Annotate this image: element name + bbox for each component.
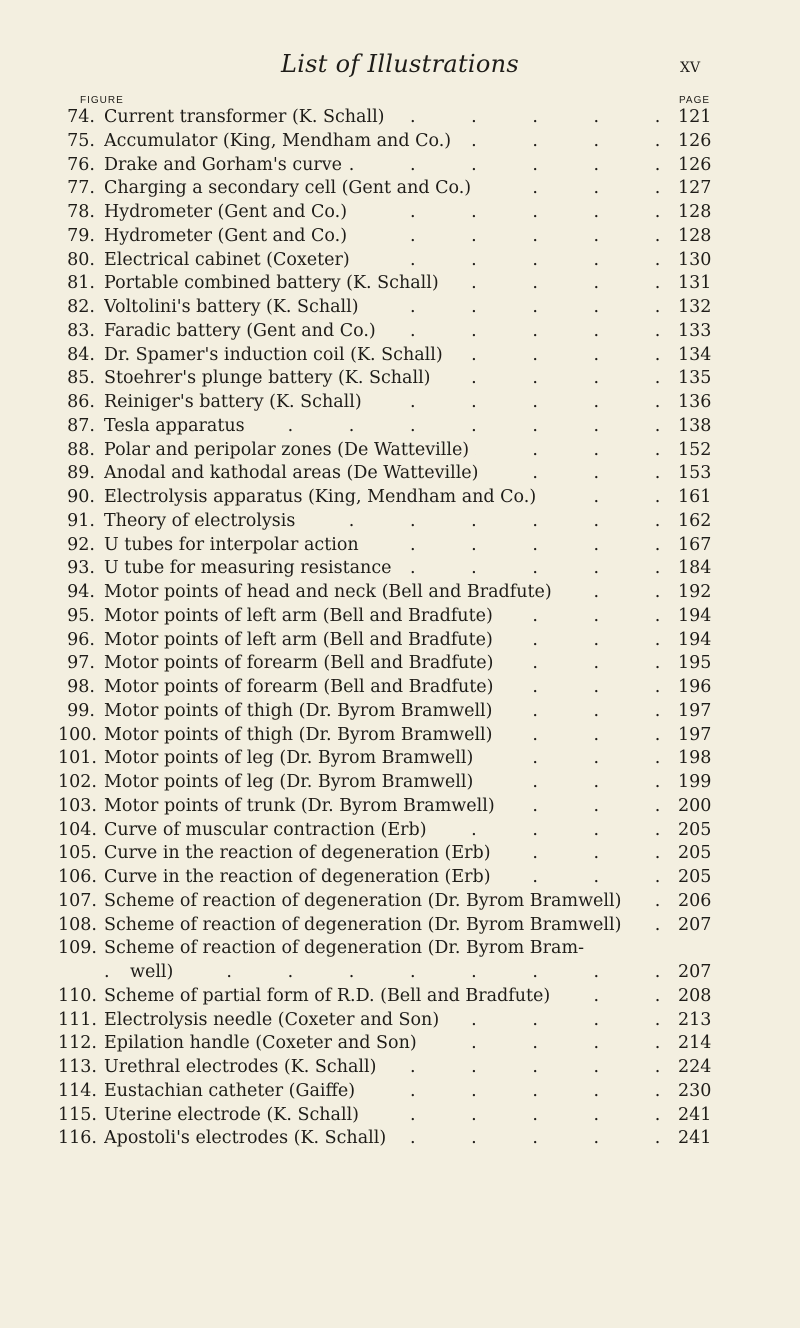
figure-caption-text: Scheme of reaction of degeneration (Dr. Byrom Bramwell) xyxy=(104,915,627,935)
list-item xyxy=(0,724,800,748)
figure-caption xyxy=(104,605,676,629)
page-reference: 126 xyxy=(678,130,712,151)
figure-caption-text: Curve of muscular contraction (Erb) xyxy=(104,820,433,840)
list-item xyxy=(0,154,800,178)
page-reference: 207 xyxy=(678,914,712,935)
figure-caption-text: Motor points of trunk (Dr. Byrom Bramwell) xyxy=(104,796,501,816)
figure-caption-text: Hydrometer (Gent and Co.) xyxy=(104,202,353,222)
page-reference: 199 xyxy=(678,772,712,792)
list-item xyxy=(0,1127,800,1151)
list-item xyxy=(0,1009,800,1033)
figure-caption-text: Apostoli's electrodes (K. Schall) xyxy=(104,1128,392,1148)
list-item xyxy=(0,866,800,890)
page-reference: 194 xyxy=(678,629,712,650)
figure-caption-text: Theory of electrolysis xyxy=(104,511,301,531)
figure-column-heading: FIGURE xyxy=(80,95,124,106)
figure-number: 98. xyxy=(67,677,95,697)
figure-caption-text: Electrolysis apparatus (King, Mendham and Co.) xyxy=(104,487,542,507)
figure-caption xyxy=(104,344,676,368)
figure-number: 91. xyxy=(67,510,95,531)
list-item xyxy=(0,819,800,843)
figure-number: 85. xyxy=(67,368,95,389)
figure-caption-text: Stoehrer's plunge battery (K. Schall) xyxy=(104,368,437,388)
page-reference: 128 xyxy=(678,225,712,246)
figure-caption xyxy=(104,1009,676,1033)
figure-caption-text: Uterine electrode (K. Schall) xyxy=(104,1105,365,1125)
figure-caption xyxy=(104,795,676,819)
figure-caption-text: Portable combined battery (K. Schall) xyxy=(104,273,445,293)
list-item xyxy=(0,676,800,700)
list-item xyxy=(0,439,800,463)
figure-caption xyxy=(104,747,676,771)
page-reference: 207 xyxy=(678,962,712,982)
figure-number: 113. xyxy=(58,1057,97,1077)
figure-caption-text: Electrolysis needle (Coxeter and Son) xyxy=(104,1010,445,1030)
figure-number: 104. xyxy=(58,819,97,840)
list-item xyxy=(0,106,800,130)
figure-caption-text: U tubes for interpolar action xyxy=(104,535,365,555)
figure-caption-text: U tube for measuring resistance xyxy=(104,558,398,578)
figure-caption xyxy=(104,1127,676,1151)
figure-caption-text: Polar and peripolar zones (De Watteville) xyxy=(104,440,475,460)
list-item xyxy=(0,320,800,344)
figure-caption-continuation-text: well) xyxy=(130,962,179,982)
list-item xyxy=(0,1056,800,1080)
figure-caption-text: Electrical cabinet (Coxeter) xyxy=(104,250,356,270)
figure-caption xyxy=(104,724,676,748)
figure-caption xyxy=(104,534,676,558)
figure-caption xyxy=(104,842,676,866)
page-reference: 241 xyxy=(678,1104,712,1125)
figure-caption xyxy=(104,201,676,225)
figure-number: 107. xyxy=(58,890,97,911)
page-reference: 136 xyxy=(678,392,712,412)
figure-caption xyxy=(104,249,676,273)
figure-caption-text: Motor points of leg (Dr. Byrom Bramwell) xyxy=(104,772,479,792)
figure-caption xyxy=(104,937,676,961)
figure-caption xyxy=(104,177,676,201)
page-reference: 200 xyxy=(678,795,712,816)
list-item xyxy=(0,225,800,249)
figure-caption xyxy=(104,1104,676,1128)
figure-caption xyxy=(104,130,676,154)
figure-caption-text: Reiniger's battery (K. Schall) xyxy=(104,392,368,412)
figure-caption-text: Tesla apparatus xyxy=(104,416,251,436)
page-reference: 184 xyxy=(678,558,712,579)
list-item xyxy=(0,177,800,201)
list-item xyxy=(0,747,800,771)
figure-caption xyxy=(104,676,676,700)
page-reference: 213 xyxy=(678,1009,712,1030)
figure-caption xyxy=(104,510,676,534)
page-reference: 162 xyxy=(678,510,712,531)
figure-caption-text: Eustachian catheter (Gaiffe) xyxy=(104,1081,361,1101)
figure-caption-text: Current transformer (K. Schall) xyxy=(104,107,391,127)
page-reference: 214 xyxy=(678,1033,712,1054)
figure-caption xyxy=(104,1032,676,1056)
figure-caption-text: Hydrometer (Gent and Co.) xyxy=(104,226,353,246)
figure-caption xyxy=(104,154,676,178)
figure-caption-text: Scheme of reaction of degeneration (Dr. Byrom Bram- xyxy=(104,938,590,958)
figure-caption xyxy=(104,486,676,510)
list-item xyxy=(0,1080,800,1104)
page-reference: 135 xyxy=(678,368,712,389)
figure-caption xyxy=(104,914,676,938)
figure-number: 82. xyxy=(67,297,95,317)
list-item xyxy=(0,1104,800,1128)
figure-number: 111. xyxy=(58,1009,97,1030)
page-reference: 205 xyxy=(678,867,712,887)
figure-caption-text: Urethral electrodes (K. Schall) xyxy=(104,1057,382,1077)
figure-caption-text: Motor points of forearm (Bell and Bradfute) xyxy=(104,677,500,697)
figure-number: 74. xyxy=(67,107,95,127)
page-reference: 197 xyxy=(678,700,712,721)
list-item xyxy=(0,890,800,914)
figure-caption-text: Epilation handle (Coxeter and Son) xyxy=(104,1033,423,1053)
figure-caption xyxy=(104,462,676,486)
list-item xyxy=(0,557,800,581)
list-item xyxy=(0,296,800,320)
list-item xyxy=(0,415,800,439)
page-reference: 224 xyxy=(678,1057,712,1077)
list-item xyxy=(0,201,800,225)
figure-number: 81. xyxy=(67,273,95,294)
page-reference: 161 xyxy=(678,487,712,507)
figure-number: 106. xyxy=(58,867,97,887)
figure-number: 101. xyxy=(58,748,97,769)
figure-number: 102. xyxy=(58,772,97,792)
figure-caption xyxy=(104,1056,676,1080)
figure-number: 88. xyxy=(67,439,95,460)
page-reference: 153 xyxy=(678,463,712,484)
list-item xyxy=(0,985,800,1009)
list-item xyxy=(0,581,800,605)
figure-caption-text: Motor points of thigh (Dr. Byrom Bramwell) xyxy=(104,701,499,721)
page-reference: 127 xyxy=(678,178,712,199)
figure-number: 100. xyxy=(58,724,97,745)
figure-number: 87. xyxy=(67,415,95,436)
page-reference: 205 xyxy=(678,843,712,864)
figure-number: 92. xyxy=(67,534,95,555)
figure-caption xyxy=(104,1080,676,1104)
list-item xyxy=(0,795,800,819)
figure-number: 95. xyxy=(67,605,95,626)
figure-number: 79. xyxy=(67,225,95,246)
figure-caption xyxy=(104,652,676,676)
figure-number: 84. xyxy=(67,344,95,365)
list-item xyxy=(0,391,800,415)
page-reference: 134 xyxy=(678,344,712,365)
list-item xyxy=(0,842,800,866)
figure-caption-text: Scheme of partial form of R.D. (Bell and Bradfute) xyxy=(104,986,556,1006)
figure-number: 103. xyxy=(58,795,97,816)
page-column-heading: PAGE xyxy=(679,95,711,106)
figure-caption xyxy=(104,985,676,1009)
figure-caption-text: Dr. Spamer's induction coil (K. Schall) xyxy=(104,345,449,365)
list-item xyxy=(0,1032,800,1056)
figure-number: 114. xyxy=(58,1080,97,1101)
list-item xyxy=(0,937,800,985)
list-item xyxy=(0,652,800,676)
figure-number: 108. xyxy=(58,914,97,935)
figure-caption xyxy=(104,819,676,843)
list-item xyxy=(0,510,800,534)
page-reference: 167 xyxy=(678,534,712,555)
list-item xyxy=(0,629,800,653)
figure-caption-text: Curve in the reaction of degeneration (Erb) xyxy=(104,843,497,863)
figure-number: 94. xyxy=(67,582,95,602)
list-item xyxy=(0,534,800,558)
page-reference: 208 xyxy=(678,985,712,1006)
page-reference: 205 xyxy=(678,819,712,840)
list-item xyxy=(0,700,800,724)
figure-caption-text: Curve in the reaction of degeneration (Erb) xyxy=(104,867,497,887)
figure-caption xyxy=(104,106,676,130)
page-reference: 130 xyxy=(678,249,712,270)
figure-caption-text: Charging a secondary cell (Gent and Co.) xyxy=(104,178,477,198)
figure-number: 110. xyxy=(58,985,97,1006)
figure-caption-continuation xyxy=(130,961,676,985)
list-item xyxy=(0,914,800,938)
figure-number: 93. xyxy=(67,558,95,579)
page-reference: 230 xyxy=(678,1080,712,1101)
figure-caption xyxy=(104,391,676,415)
figure-number: 86. xyxy=(67,392,95,412)
page-reference: 132 xyxy=(678,297,712,317)
figure-caption xyxy=(104,581,676,605)
figure-caption xyxy=(104,557,676,581)
page-reference: 197 xyxy=(678,724,712,745)
list-item xyxy=(0,344,800,368)
figure-caption xyxy=(104,700,676,724)
figure-number: 75. xyxy=(67,130,95,151)
figure-caption-text: Motor points of leg (Dr. Byrom Bramwell) xyxy=(104,748,479,768)
list-item xyxy=(0,367,800,391)
page-reference: 131 xyxy=(678,273,712,294)
figure-number: 116. xyxy=(58,1128,97,1149)
figure-caption-text: Anodal and kathodal areas (De Watteville) xyxy=(104,463,484,483)
figure-number: 80. xyxy=(67,249,95,270)
figure-caption xyxy=(104,296,676,320)
page-reference: 152 xyxy=(678,439,712,460)
figure-caption xyxy=(104,629,676,653)
figure-number: 78. xyxy=(67,202,95,222)
figure-number: 83. xyxy=(67,320,95,341)
figure-caption-text: Voltolini's battery (K. Schall) xyxy=(104,297,365,317)
page-reference: 195 xyxy=(678,653,712,674)
figure-caption-text: Drake and Gorham's curve xyxy=(104,155,348,175)
figure-number: 99. xyxy=(67,700,95,721)
figure-number: 89. xyxy=(67,463,95,484)
figure-caption xyxy=(104,890,676,914)
figure-caption xyxy=(104,415,676,439)
figure-caption-text: Accumulator (King, Mendham and Co.) xyxy=(104,131,457,151)
page-reference: 126 xyxy=(678,154,712,175)
page-reference: 241 xyxy=(678,1128,712,1149)
page-number: xv xyxy=(680,53,701,77)
figure-caption-text: Faradic battery (Gent and Co.) xyxy=(104,321,382,341)
page-reference: 138 xyxy=(678,415,712,436)
figure-number: 90. xyxy=(67,487,95,507)
figure-caption xyxy=(104,771,676,795)
figure-caption xyxy=(104,320,676,344)
figure-number: 115. xyxy=(58,1104,97,1125)
list-item xyxy=(0,462,800,486)
figure-number: 76. xyxy=(67,154,95,175)
page-reference: 198 xyxy=(678,748,712,769)
page-reference: 206 xyxy=(678,890,712,911)
page-reference: 128 xyxy=(678,202,712,222)
figure-caption xyxy=(104,367,676,391)
list-item xyxy=(0,771,800,795)
figure-caption-text: Motor points of forearm (Bell and Bradfute) xyxy=(104,653,500,673)
figure-number: 77. xyxy=(67,178,95,199)
running-title: List of Illustrations xyxy=(280,50,520,78)
figure-number: 96. xyxy=(67,629,95,650)
figure-caption xyxy=(104,866,676,890)
figure-caption-text: Scheme of reaction of degeneration (Dr. Byrom Bramwell) xyxy=(104,891,627,911)
list-item xyxy=(0,249,800,273)
figure-caption-text: Motor points of left arm (Bell and Bradfute) xyxy=(104,606,499,626)
page-reference: 196 xyxy=(678,677,712,697)
figure-caption-text: Motor points of head and neck (Bell and Bradfute) xyxy=(104,582,558,602)
page-reference: 192 xyxy=(678,582,712,602)
list-item xyxy=(0,486,800,510)
list-item xyxy=(0,605,800,629)
figure-caption-text: Motor points of left arm (Bell and Bradfute) xyxy=(104,630,499,650)
page-reference: 121 xyxy=(678,107,712,127)
figure-number: 97. xyxy=(67,653,95,674)
page-reference: 133 xyxy=(678,320,712,341)
illustration-list xyxy=(0,106,800,1151)
figure-caption xyxy=(104,225,676,249)
figure-caption xyxy=(104,439,676,463)
figure-caption-text: Motor points of thigh (Dr. Byrom Bramwell) xyxy=(104,725,499,745)
figure-number: 112. xyxy=(58,1033,97,1054)
list-item xyxy=(0,272,800,296)
list-item xyxy=(0,130,800,154)
figure-number: 105. xyxy=(58,843,97,864)
figure-caption xyxy=(104,272,676,296)
page-reference: 194 xyxy=(678,605,712,626)
figure-number: 109. xyxy=(58,938,97,959)
